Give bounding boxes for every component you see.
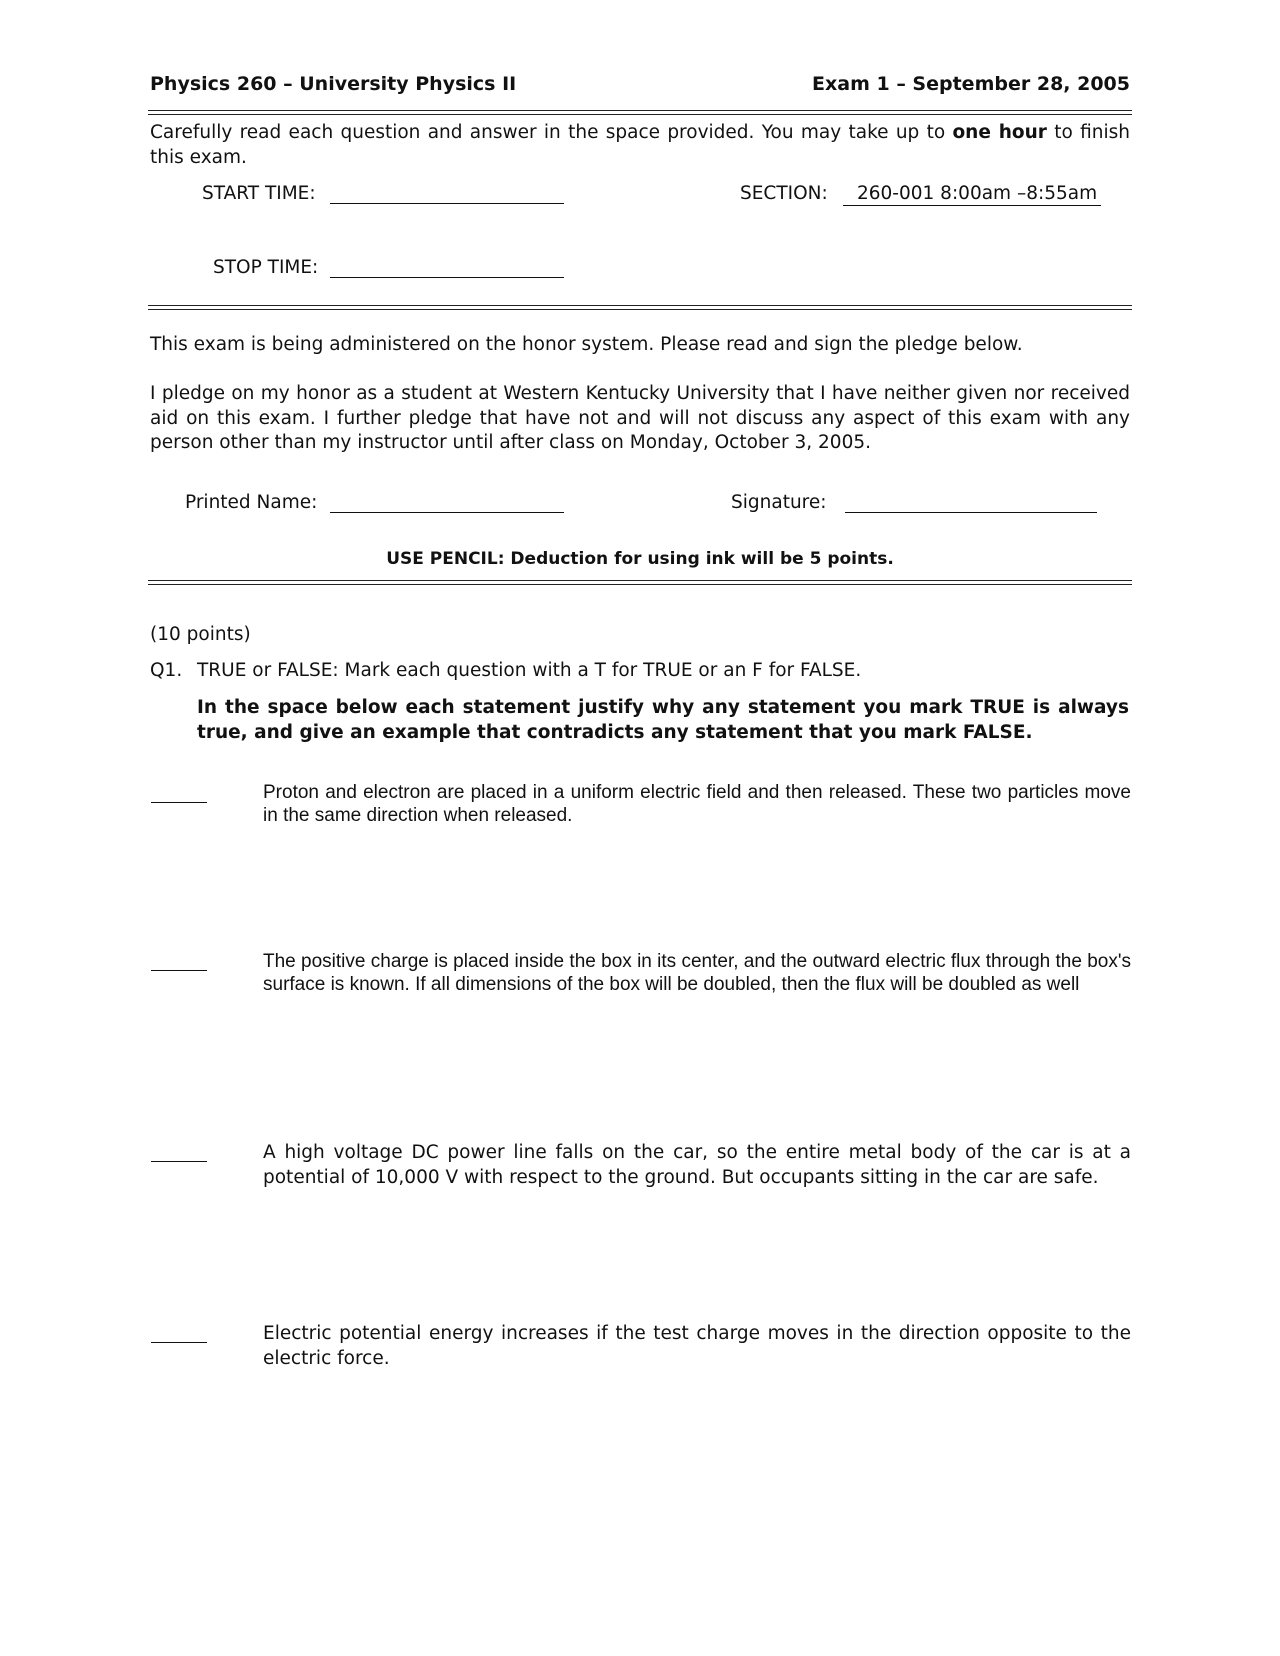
start-time-label: START TIME: <box>202 183 316 204</box>
signature-field[interactable] <box>845 512 1097 513</box>
statement-1: Proton and electron are placed in a uniform electric field and then released. These two particles move in the same direction when released. <box>263 782 1131 826</box>
printed-name-label: Printed Name: <box>185 492 318 513</box>
instructions: Carefully read each question and answer in the space provided. You may take up to one hour to finish this exam. <box>150 122 1130 168</box>
answer-blank-1[interactable] <box>151 802 207 803</box>
stop-time-field[interactable] <box>330 277 564 278</box>
honor-pledge: I pledge on my honor as a student at Western Kentucky University that I have neither given nor received aid on this exam. I further pledge that have not and will not discuss any aspect of this exam with any person other than my instructor until after class on Monday, October 3, 2005. <box>150 383 1130 453</box>
stop-time-label: STOP TIME: <box>213 257 319 278</box>
printed-name-field[interactable] <box>330 512 564 513</box>
section-label: SECTION: <box>740 183 828 204</box>
exam-date-title: Exam 1 – September 28, 2005 <box>812 73 1130 95</box>
statement-2: The positive charge is placed inside the box in its center, and the outward electric flux through the box's surface is known. If all dimensions of the box will be doubled, then the flux will be doubled as well <box>263 951 1131 995</box>
start-time-field[interactable] <box>330 203 564 204</box>
q1-instruction: In the space below each statement justify why any statement you mark TRUE is always true, and give an example that contradicts any statement that you mark FALSE. <box>197 697 1129 743</box>
section-value-text: 260-001 8:00am –8:55am <box>843 183 1101 206</box>
signature-label: Signature: <box>731 492 827 513</box>
honor-rule <box>148 580 1132 585</box>
q1-prompt: TRUE or FALSE: Mark each question with a T for TRUE or an F for FALSE. <box>197 660 862 681</box>
honor-intro: This exam is being administered on the honor system. Please read and sign the pledge below. <box>150 334 1023 355</box>
answer-blank-3[interactable] <box>151 1161 207 1162</box>
header-rule <box>148 110 1132 115</box>
fields-rule <box>148 305 1132 310</box>
q1-number: Q1. <box>150 660 183 681</box>
answer-blank-2[interactable] <box>151 970 207 971</box>
pencil-note: USE PENCIL: Deduction for using ink will be 5 points. <box>386 549 894 569</box>
statement-3: A high voltage DC power line falls on the car, so the entire metal body of the car is at a potential of 10,000 V with respect to the ground. But occupants sitting in the car are safe. <box>263 1142 1131 1188</box>
answer-blank-4[interactable] <box>151 1342 207 1343</box>
course-title: Physics 260 – University Physics II <box>150 73 517 95</box>
section-value <box>843 183 1101 204</box>
q1-points: (10 points) <box>150 624 251 645</box>
statement-4: Electric potential energy increases if the test charge moves in the direction opposite to the electric force. <box>263 1323 1131 1369</box>
